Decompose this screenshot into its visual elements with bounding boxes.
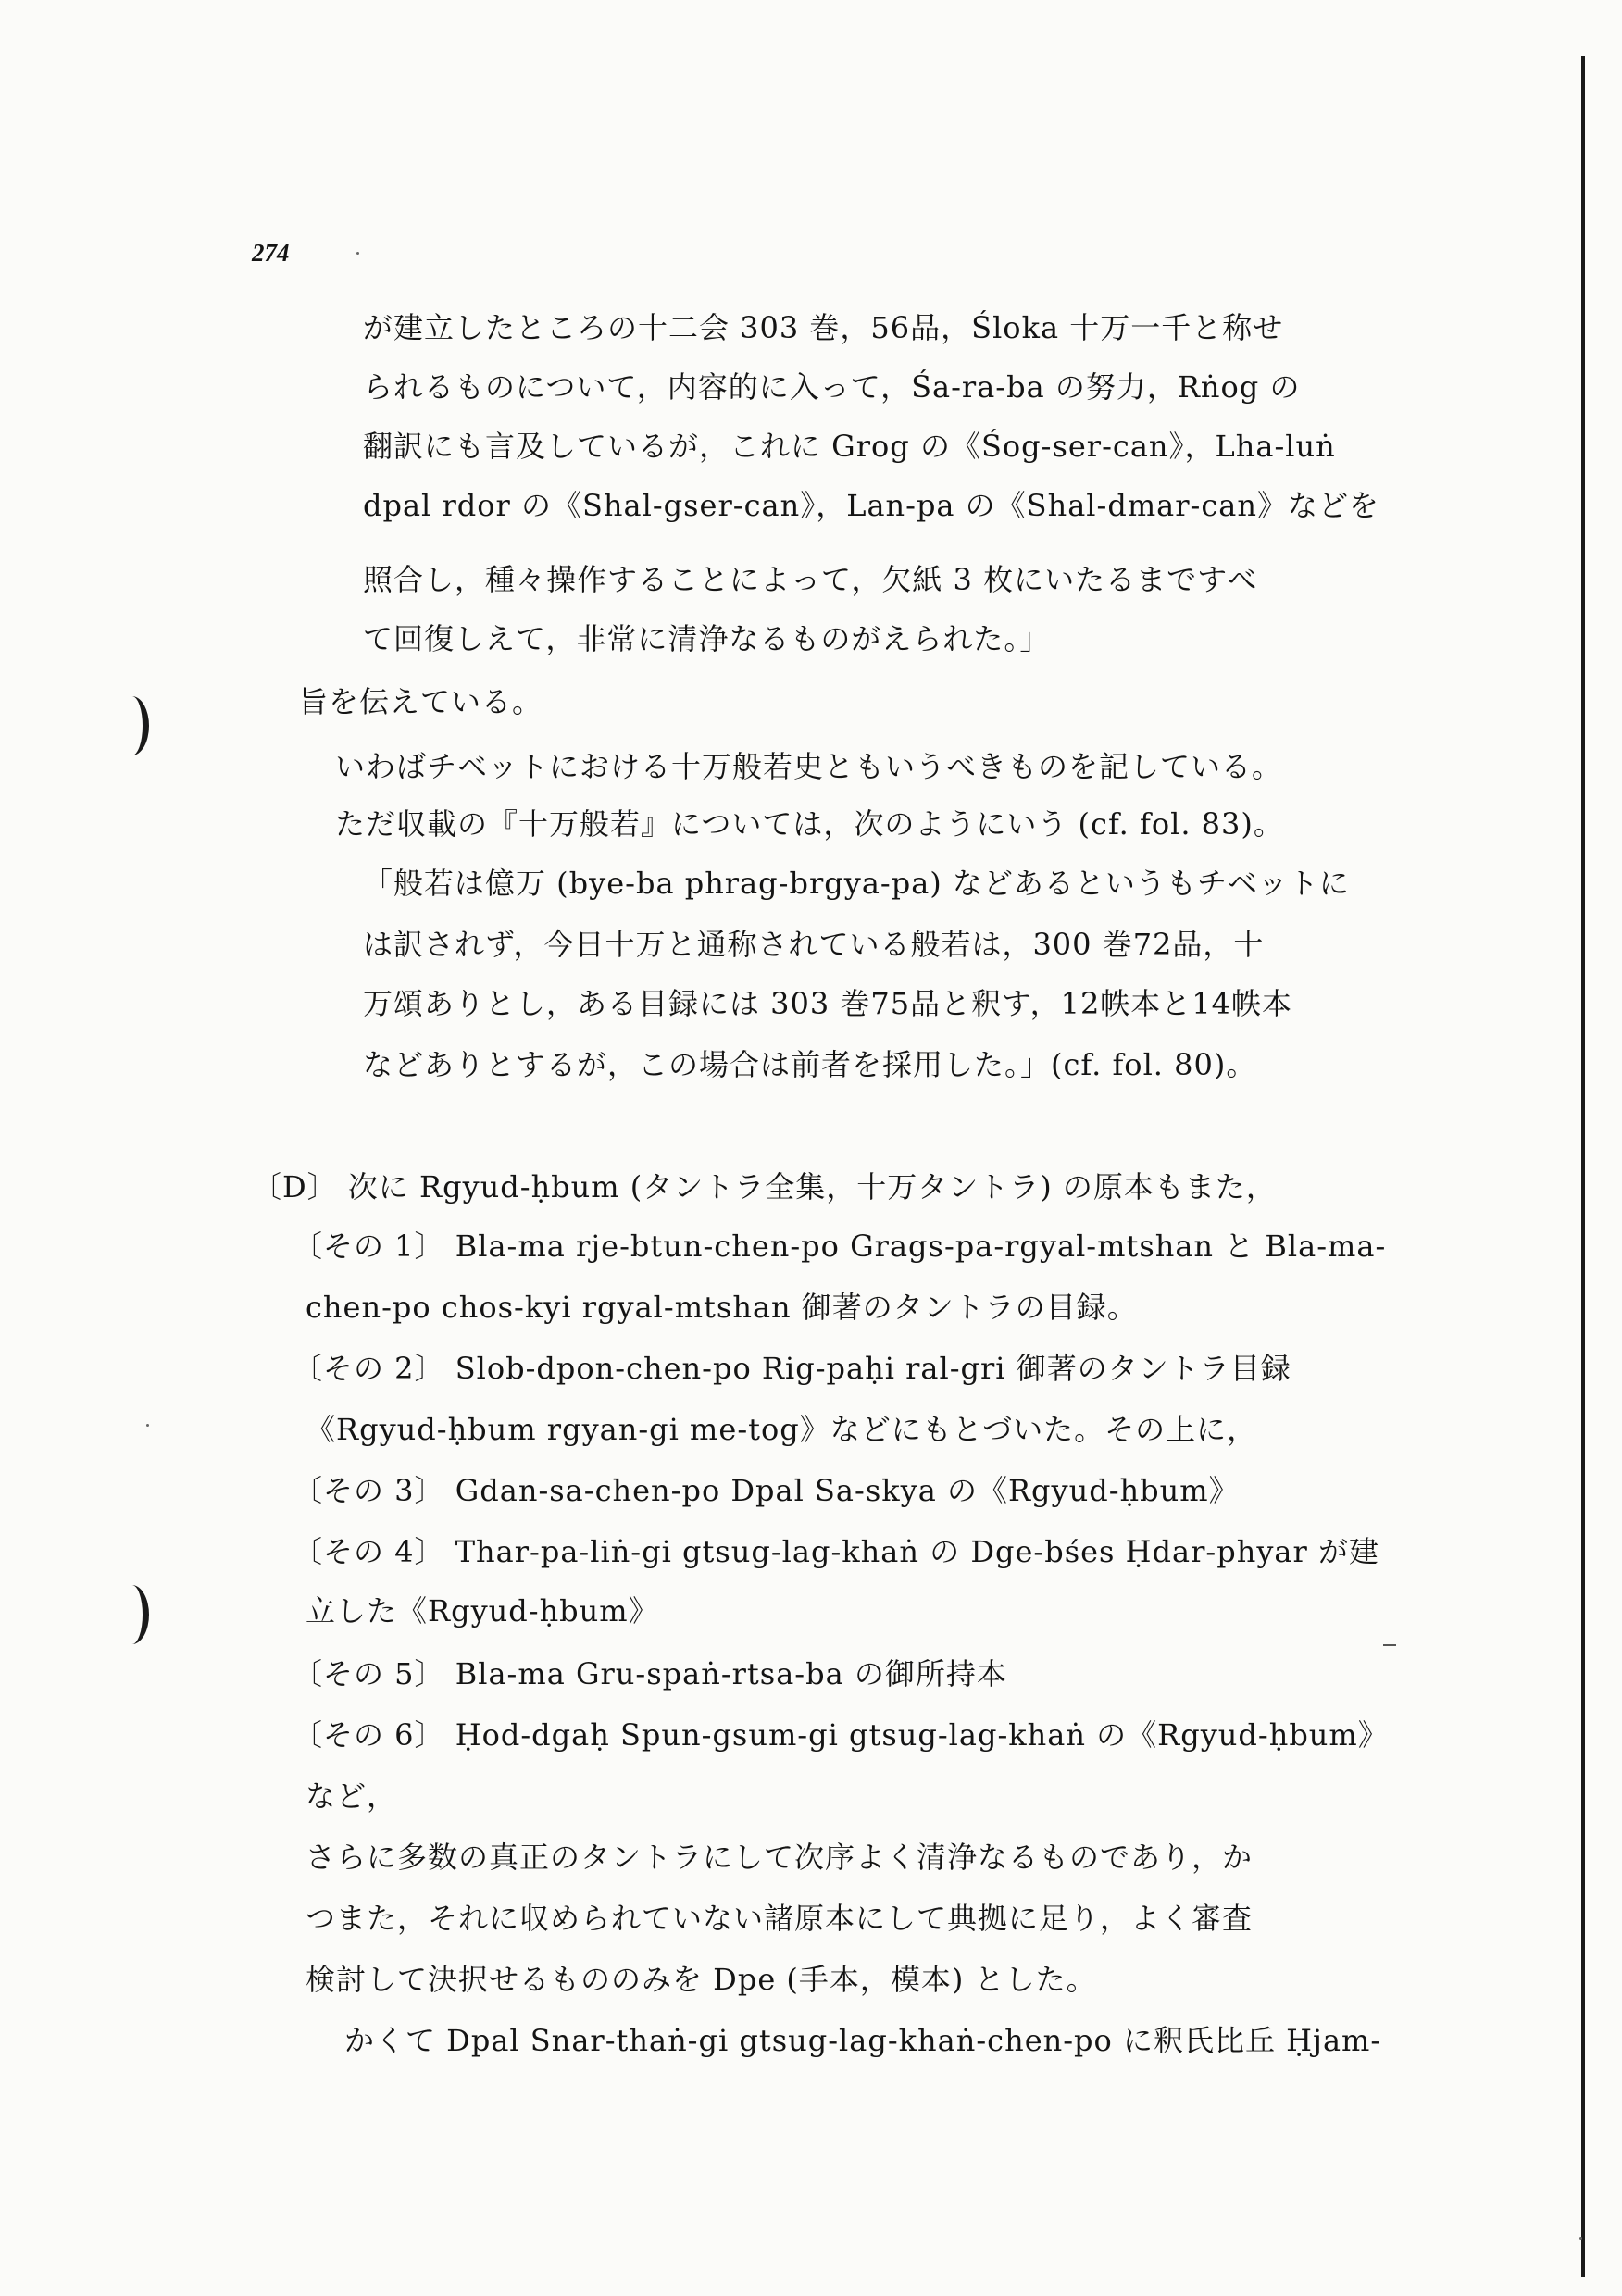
text-line: 照合し，種々操作することによって，欠紙 3 枚にいたるまですべ [363,562,1258,597]
text-line: chen-po chos-kyi rgyal-mtshan 御著のタントラの目録。 [306,1290,1138,1325]
text-line: など， [306,1778,398,1814]
binding-mark-bottom [115,1585,149,1644]
text-line: つまた，それに収められていない諸原本にして典拠に足り，よく審査 [306,1901,1254,1936]
text-line: 〔その 5〕 Bla-ma Gru-spaṅ-rtsa-ba の御所持本 [293,1656,1007,1691]
text-line: 「般若は億万 (bye-ba phrag-brgya-pa) などあるというもチベットに [363,866,1350,901]
text-line: dpal rdor の《Shal-gser-can》，Lan-pa の《Shal-dmar-can》などを [363,488,1379,523]
text-line: 〔その 4〕 Thar-pa-liṅ-gi gtsug-lag-khaṅ の Dge-bśes Ḥdar-phyar が建 [293,1534,1379,1569]
text-line: 旨を伝えている。 [298,684,543,719]
text-line: 検討して決択せるもののみを Dpe (手本，模本) とした。 [306,1962,1097,1997]
binding-mark-top [115,696,149,755]
text-line: られるものについて，内容的に入って，Śa-ra-ba の努力，Rṅog の [363,369,1301,405]
page-edge-line [1581,56,1585,2277]
text-line: さらに多数の真正のタントラにして次序よく清浄なるものであり，か [306,1840,1254,1875]
text-line: 〔その 1〕 Bla-ma rje-btun-chen-po Grags-pa-rgyal-mtshan と Bla-ma- [293,1229,1387,1264]
speck [146,1424,149,1427]
section-heading: 〔D〕 次に Rgyud-ḥbum (タントラ全集，十万タントラ) の原本もまた， [252,1169,1277,1204]
speck [1579,2237,1582,2240]
text-line: は訳されず，今日十万と通称されている般若は，300 巻72品，十 [363,927,1265,962]
speck [356,252,359,255]
text-line: 立した《Rgyud-ḥbum》 [306,1593,659,1628]
margin-dash [1383,1644,1396,1646]
text-line: かくて Dpal Snar-thaṅ-gi gtsug-lag-khaṅ-chen-po に釈氏比丘 Ḥjam- [344,2023,1382,2058]
text-line: て回復しえて，非常に清浄なるものがえられた。」 [363,621,1051,656]
text-line: などありとするが，この場合は前者を採用した。」(cf. fol. 80)。 [363,1047,1257,1082]
text-line: が建立したところの十二会 303 巻，56品，Śloka 十万一千と称せ [363,310,1284,345]
text-line: ただ収載の『十万般若』については，次のようにいう (cf. fol. 83)。 [335,806,1284,842]
text-line: いわばチベットにおける十万般若史ともいうべきものを記している。 [335,749,1283,784]
text-line: 〔その 2〕 Slob-dpon-chen-po Rig-paḥi ral-gri 御著のタントラ目録 [293,1351,1291,1386]
text-line: 〔その 6〕 Ḥod-dgaḥ Spun-gsum-gi gtsug-lag-khaṅ の《Rgyud-ḥbum》 [293,1717,1389,1753]
page-number: 274 [252,239,290,267]
text-line: 〔その 3〕 Gdan-sa-chen-po Dpal Sa-skya の《Rgyud-ḥbum》 [293,1473,1240,1508]
text-line: 万頌ありとし，ある目録には 303 巻75品と釈す，12帙本と14帙本 [363,986,1293,1021]
text-line: 翻訳にも言及しているが，これに Grog の《Śog-ser-can》，Lha-luṅ [363,429,1336,464]
text-line: 《Rgyud-ḥbum rgyan-gi me-tog》などにもとづいた。その上に， [306,1412,1258,1447]
